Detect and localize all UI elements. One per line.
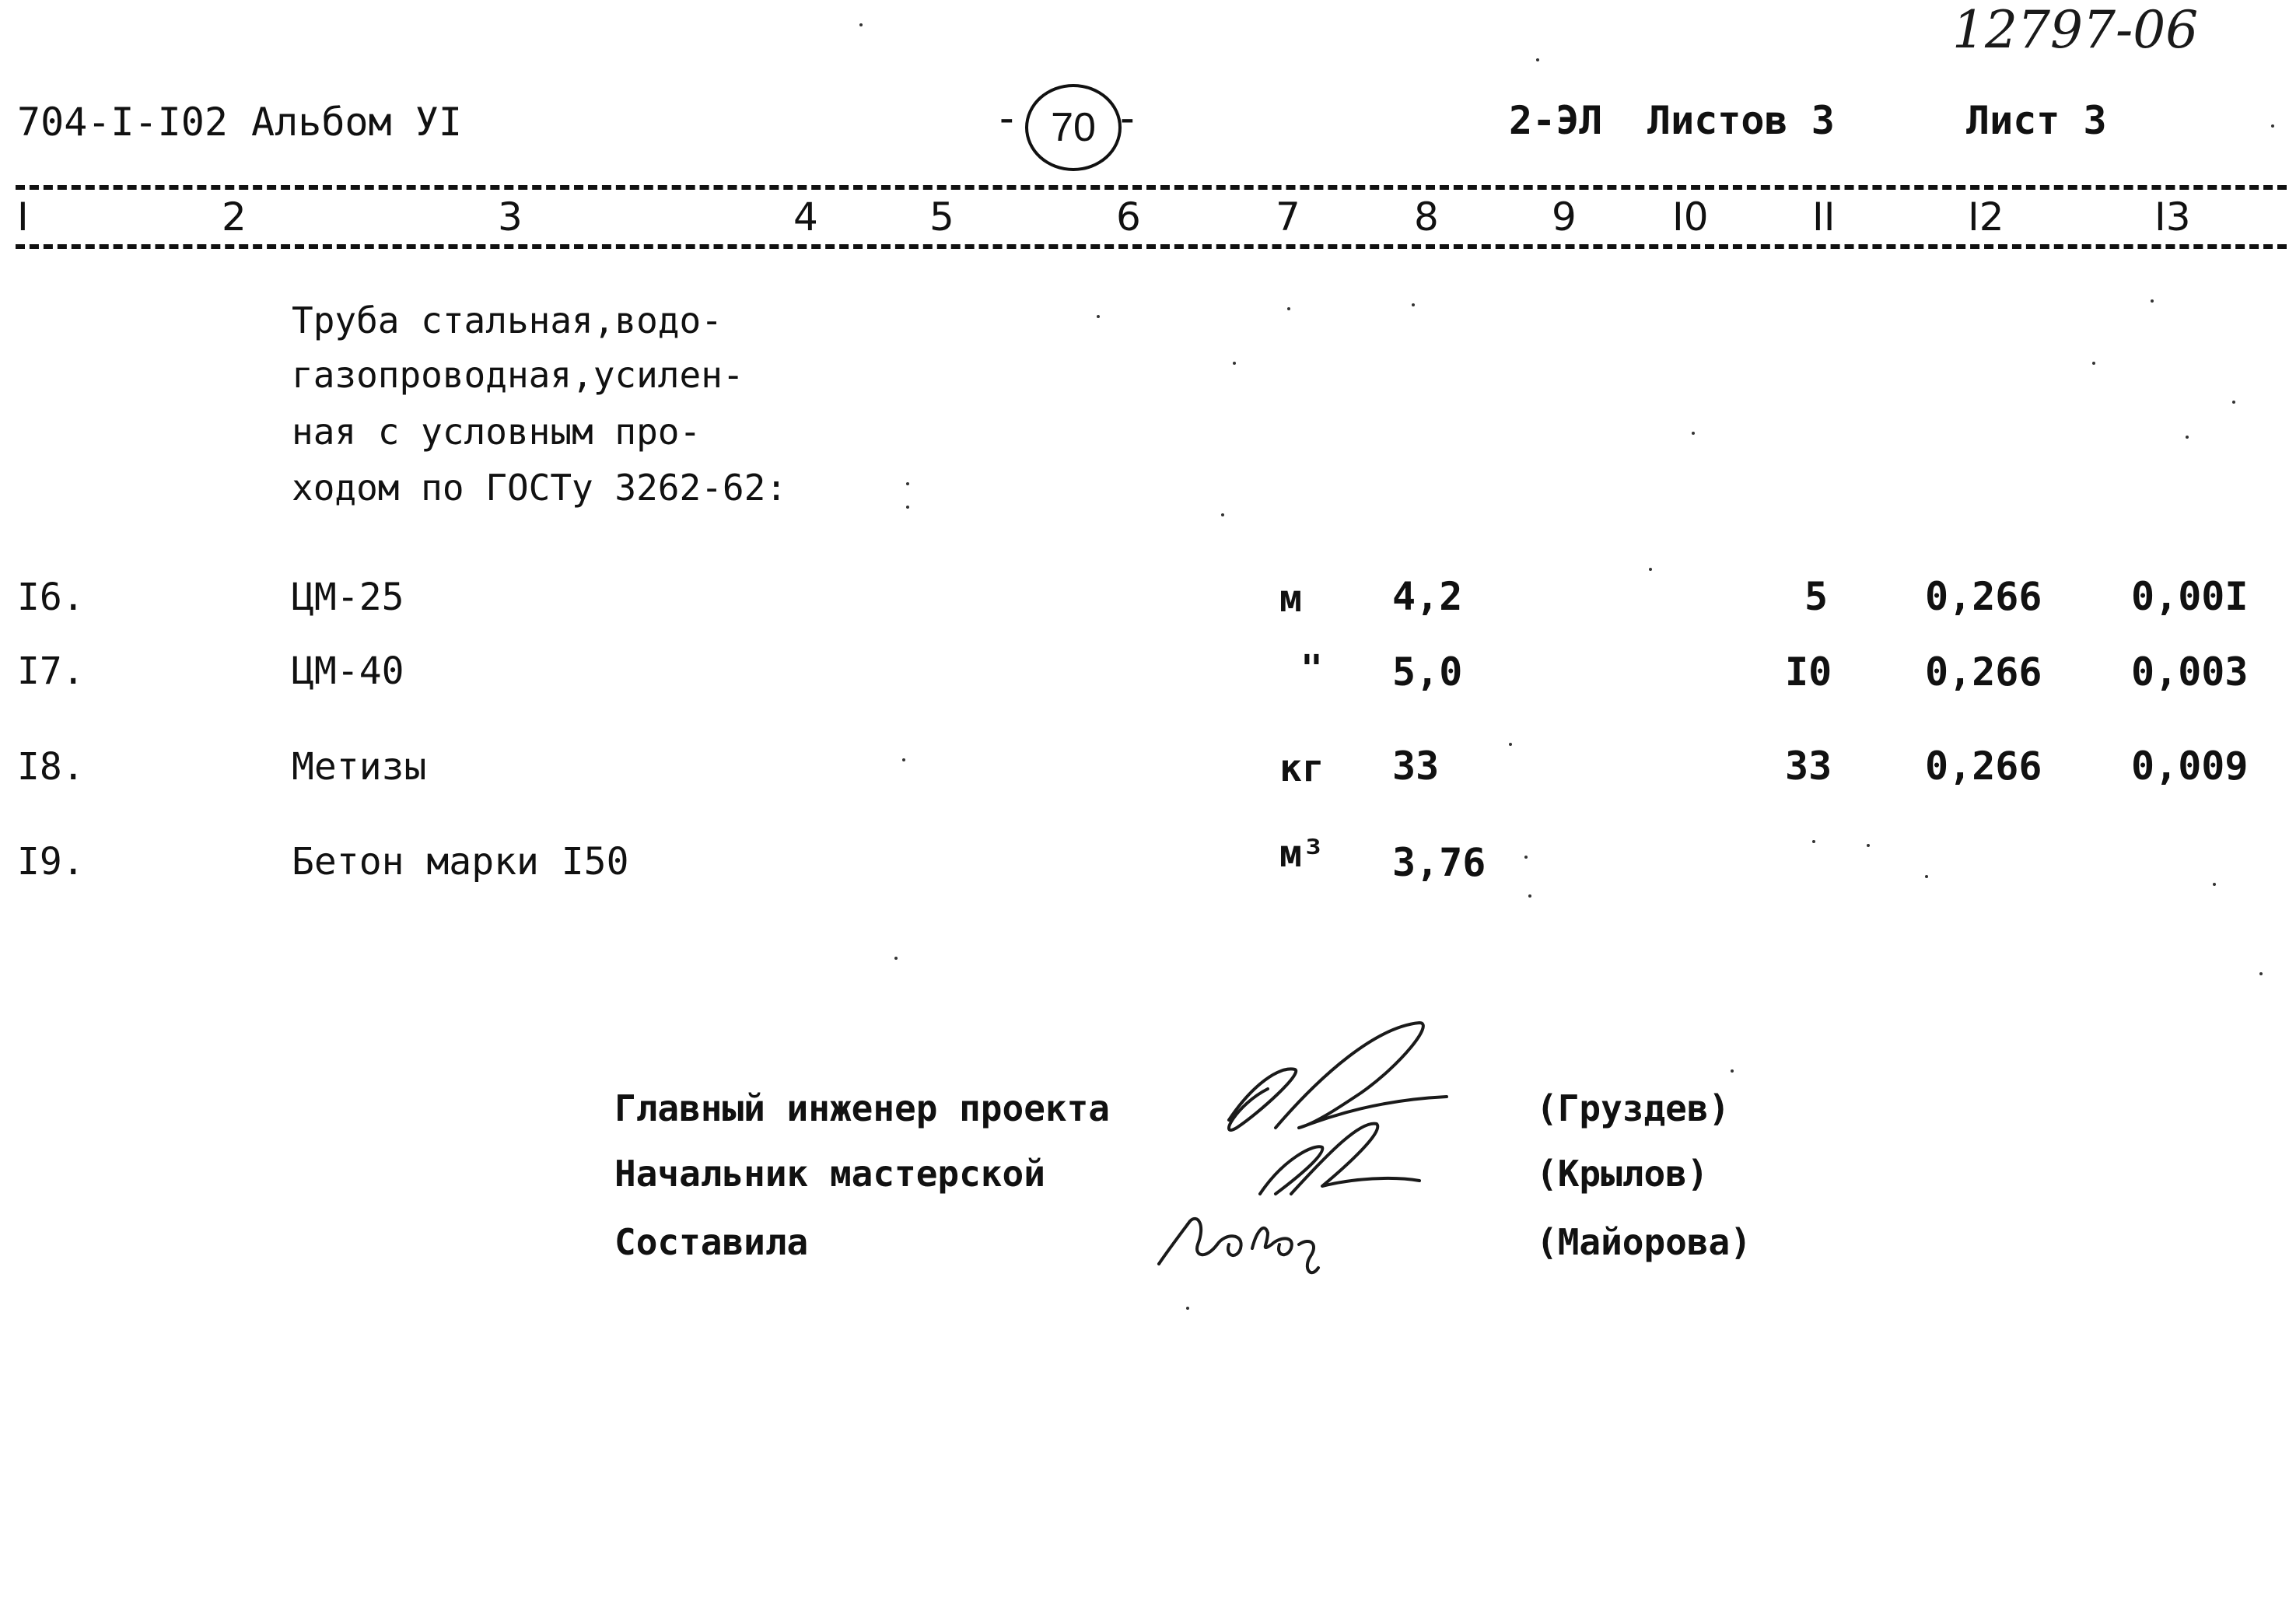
column-header-5: 5 bbox=[929, 194, 954, 240]
row-qty: 4,2 bbox=[1392, 574, 1463, 619]
signature-name-chief-engineer: (Груздев) bbox=[1536, 1087, 1731, 1129]
handwritten-signatures bbox=[1143, 1011, 1454, 1283]
row-col-13: 0,00I bbox=[2131, 574, 2249, 619]
row-col-12: 0,266 bbox=[1925, 574, 2042, 619]
signature-stroke-7 bbox=[1252, 1228, 1292, 1255]
signature-role-compiler: Составила bbox=[614, 1221, 809, 1263]
row-col-11: 5 bbox=[1804, 574, 1829, 619]
row-name: ЦМ-40 bbox=[292, 649, 404, 693]
sheet-code: 2-ЭЛ bbox=[1509, 98, 1603, 143]
row-col-11: 33 bbox=[1785, 744, 1832, 789]
column-header-12: I2 bbox=[1968, 194, 2004, 240]
column-header-6: 6 bbox=[1116, 194, 1141, 240]
signature-name-workshop-head: (Крылов) bbox=[1536, 1153, 1709, 1195]
row-col-12: 0,266 bbox=[1925, 744, 2042, 789]
description-line-4: ходом по ГОСТу 3262-62: bbox=[292, 467, 787, 509]
column-header-4: 4 bbox=[793, 194, 818, 240]
description-line-1: Труба стальная,водо- bbox=[292, 299, 723, 341]
row-number: I9. bbox=[17, 840, 85, 884]
column-header-2: 2 bbox=[222, 194, 247, 240]
header-dashed-line-bottom bbox=[16, 244, 2287, 249]
page-number: 70 bbox=[1025, 84, 1122, 171]
signature-stroke-5 bbox=[1159, 1219, 1217, 1264]
column-header-3: 3 bbox=[498, 194, 523, 240]
row-unit: м bbox=[1279, 577, 1302, 621]
column-header-1: I bbox=[17, 194, 29, 240]
signature-stroke-2 bbox=[1276, 1023, 1447, 1128]
row-col-13: 0,009 bbox=[2131, 744, 2249, 789]
column-header-13: I3 bbox=[2154, 194, 2191, 240]
header-dashed-line-top bbox=[16, 185, 2287, 190]
row-number: I7. bbox=[17, 649, 85, 693]
document-number: 12797-06 bbox=[1952, 0, 2199, 60]
sheets-total: Листов 3 bbox=[1647, 98, 1835, 143]
album-code: 704-I-I02 Альбом УI bbox=[17, 100, 462, 145]
signature-stroke-1 bbox=[1229, 1069, 1296, 1130]
signature-stroke-4 bbox=[1291, 1124, 1419, 1194]
column-header-7: 7 bbox=[1276, 194, 1300, 240]
signature-name-compiler: (Майорова) bbox=[1536, 1221, 1752, 1263]
row-unit: " bbox=[1300, 647, 1323, 691]
description-line-3: ная с условным про- bbox=[292, 411, 702, 453]
page-number-dash-left: - bbox=[999, 93, 1014, 142]
signature-stroke-6 bbox=[1217, 1236, 1241, 1255]
row-unit: кг bbox=[1279, 747, 1325, 790]
row-qty: 5,0 bbox=[1392, 649, 1463, 695]
row-qty: 3,76 bbox=[1392, 840, 1486, 885]
signature-role-workshop-head: Начальник мастерской bbox=[614, 1153, 1045, 1195]
row-number: I8. bbox=[17, 745, 85, 789]
column-header-9: 9 bbox=[1552, 194, 1577, 240]
column-header-10: I0 bbox=[1672, 194, 1709, 240]
column-header-11: II bbox=[1812, 194, 1836, 240]
row-unit: м³ bbox=[1279, 832, 1325, 876]
sheet-number: Лист 3 bbox=[1966, 98, 2107, 143]
row-col-12: 0,266 bbox=[1925, 649, 2042, 695]
row-qty: 33 bbox=[1392, 744, 1440, 789]
row-col-13: 0,003 bbox=[2131, 649, 2249, 695]
row-name: Бетон марки I50 bbox=[292, 840, 629, 884]
signature-stroke-8 bbox=[1299, 1241, 1318, 1272]
description-line-2: газопроводная,усилен- bbox=[292, 354, 744, 396]
page-number-dash-right: - bbox=[1120, 93, 1135, 142]
signature-role-chief-engineer: Главный инженер проекта bbox=[614, 1087, 1110, 1129]
row-col-11: I0 bbox=[1785, 649, 1832, 695]
column-header-8: 8 bbox=[1414, 194, 1439, 240]
row-number: I6. bbox=[17, 576, 85, 619]
row-name: ЦМ-25 bbox=[292, 576, 404, 619]
row-name: Метизы bbox=[292, 745, 427, 789]
